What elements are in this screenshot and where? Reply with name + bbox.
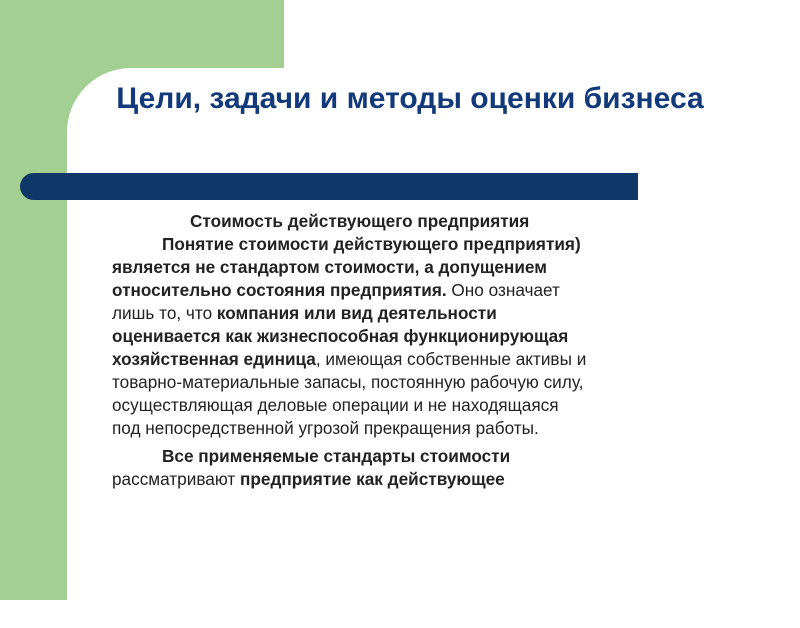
- paragraph-1-line-3-bold: относительно состояния предприятия.: [112, 280, 447, 300]
- paragraph-1-line-4-bold: компания или вид деятельности: [216, 303, 497, 323]
- title-divider-bar: [20, 173, 638, 200]
- paragraph-1-line-3-normal: Оно означает: [446, 280, 560, 300]
- paragraph-1-line-1: Понятие стоимости действующего предприятия): [162, 234, 581, 254]
- paragraph-1-line-7: товарно-материальные запасы, постоянную рабочую силу,: [112, 372, 584, 392]
- slide-body: [112, 210, 744, 491]
- paragraph-2-line-2-bold: предприятие как действующее: [240, 469, 505, 489]
- paragraph-2-line-1: Все применяемые стандарты стоимости: [162, 446, 511, 466]
- paragraph-1-line-6: [112, 348, 744, 371]
- section-subtitle: Стоимость действующего предприятия: [190, 211, 530, 231]
- paragraph-1-line-3: [112, 279, 744, 302]
- paragraph-1-line-2: является не стандартом стоимости, а допущением: [112, 257, 547, 277]
- paragraph-1-line-4: [112, 302, 744, 325]
- paragraph-2-line-2-normal: рассматривают: [112, 469, 240, 489]
- paragraph-1-line-6-bold: хозяйственная единица: [112, 349, 316, 369]
- paragraph-1-line-8: осуществляющая деловые операции и не находящаяся: [112, 395, 559, 415]
- paragraph-1-line-4-normal: лишь то, что: [112, 303, 217, 323]
- paragraph-1-line-6-normal: , имеющая собственные активы и: [315, 349, 587, 369]
- paragraph-2-line-2: [112, 468, 744, 491]
- paragraph-1-line-5: оценивается как жизнеспособная функционирующая: [112, 326, 569, 346]
- paragraph-1-line-9: под непосредственной угрозой прекращения работы.: [112, 418, 539, 438]
- slide-title: Цели, задачи и методы оценки бизнеса: [116, 82, 704, 115]
